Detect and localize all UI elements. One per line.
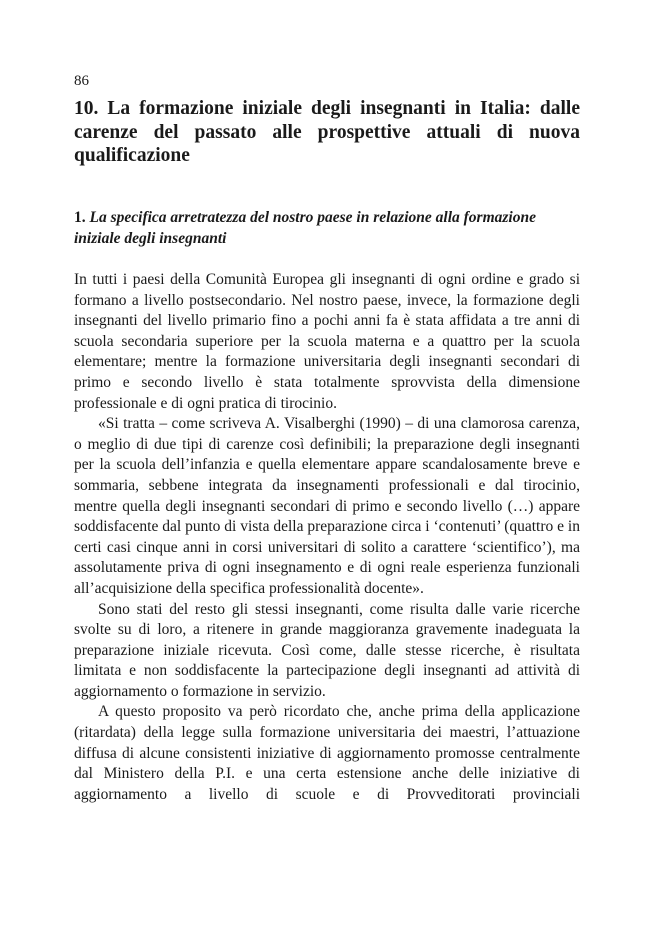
section-heading — [74, 207, 580, 249]
paragraph: In tutti i paesi della Comunità Europea gli insegnanti di ogni ordine e grado si formano a livello postsecondario. Nel nostro paese, invece, la formazione degli insegnanti del livello primario fino a pochi anni fa è stata affidata a tre anni di scuola secondaria superiore per la scuola materna e a quattro per la scuola elementare; mentre la formazione universitaria degli insegnanti secondari di primo e secondo livello è stata totalmente sprovvista della dimensione professionale e di ogni pratica di tirocinio. — [74, 271, 580, 412]
section-number: 1. — [74, 209, 86, 226]
paragraph: «Si tratta – come scriveva A. Visalberghi (1990) – di una clamorosa carenza, o meglio di due tipi di carenze così definibili; la preparazione degli insegnanti per la scuola dell’infanzia e quella elementare appare scandalosamente breve e sommaria, sebbene integrata da insegnamenti professionali e dal tirocinio, mentre quella degli insegnanti secondari di primo e secondo livello (…) appare soddisfacente dal punto di vista della preparazione circa i ‘contenuti’ (quattro e in certi casi cinque anni in corsi universitari di solito a carattere ‘scientifico’), ma assolutamente priva di ogni insegnamento e di ogni reale esperienza funzionali all’acquisizione della specifica professionalità docente». — [74, 415, 580, 597]
page-number: 86 — [74, 73, 89, 89]
paragraph: Sono stati del resto gli stessi insegnanti, come risulta dalle varie ricerche svolte su di loro, a ritenere in grande maggioranza gravemente inadeguata la preparazione iniziale ricevuta. Così come, dalle stesse ricerche, è risultata limitata e non soddisfacente la partecipazione degli insegnanti ad attività di aggiornamento o formazione in servizio. — [74, 600, 580, 700]
section-title: La specifica arretratezza del nostro paese in relazione alla formazione iniziale degli insegnanti — [74, 209, 536, 247]
body-text — [74, 270, 580, 805]
chapter-title: 10. La formazione iniziale degli insegnanti in Italia: dalle carenze del passato alle prospettive attuali di nuova qualificazione — [74, 98, 580, 166]
paragraph: A questo proposito va però ricordato che, anche prima della applicazione (ritardata) della legge sulla formazione universitaria dei maestri, l’attuazione diffusa di alcune consistenti iniziative di aggiornamento promosse centralmente dal Ministero della P.I. e una certa estensione anche delle iniziative di aggiornamento a livello di scuole e di Provveditorati provinciali — [74, 703, 580, 803]
